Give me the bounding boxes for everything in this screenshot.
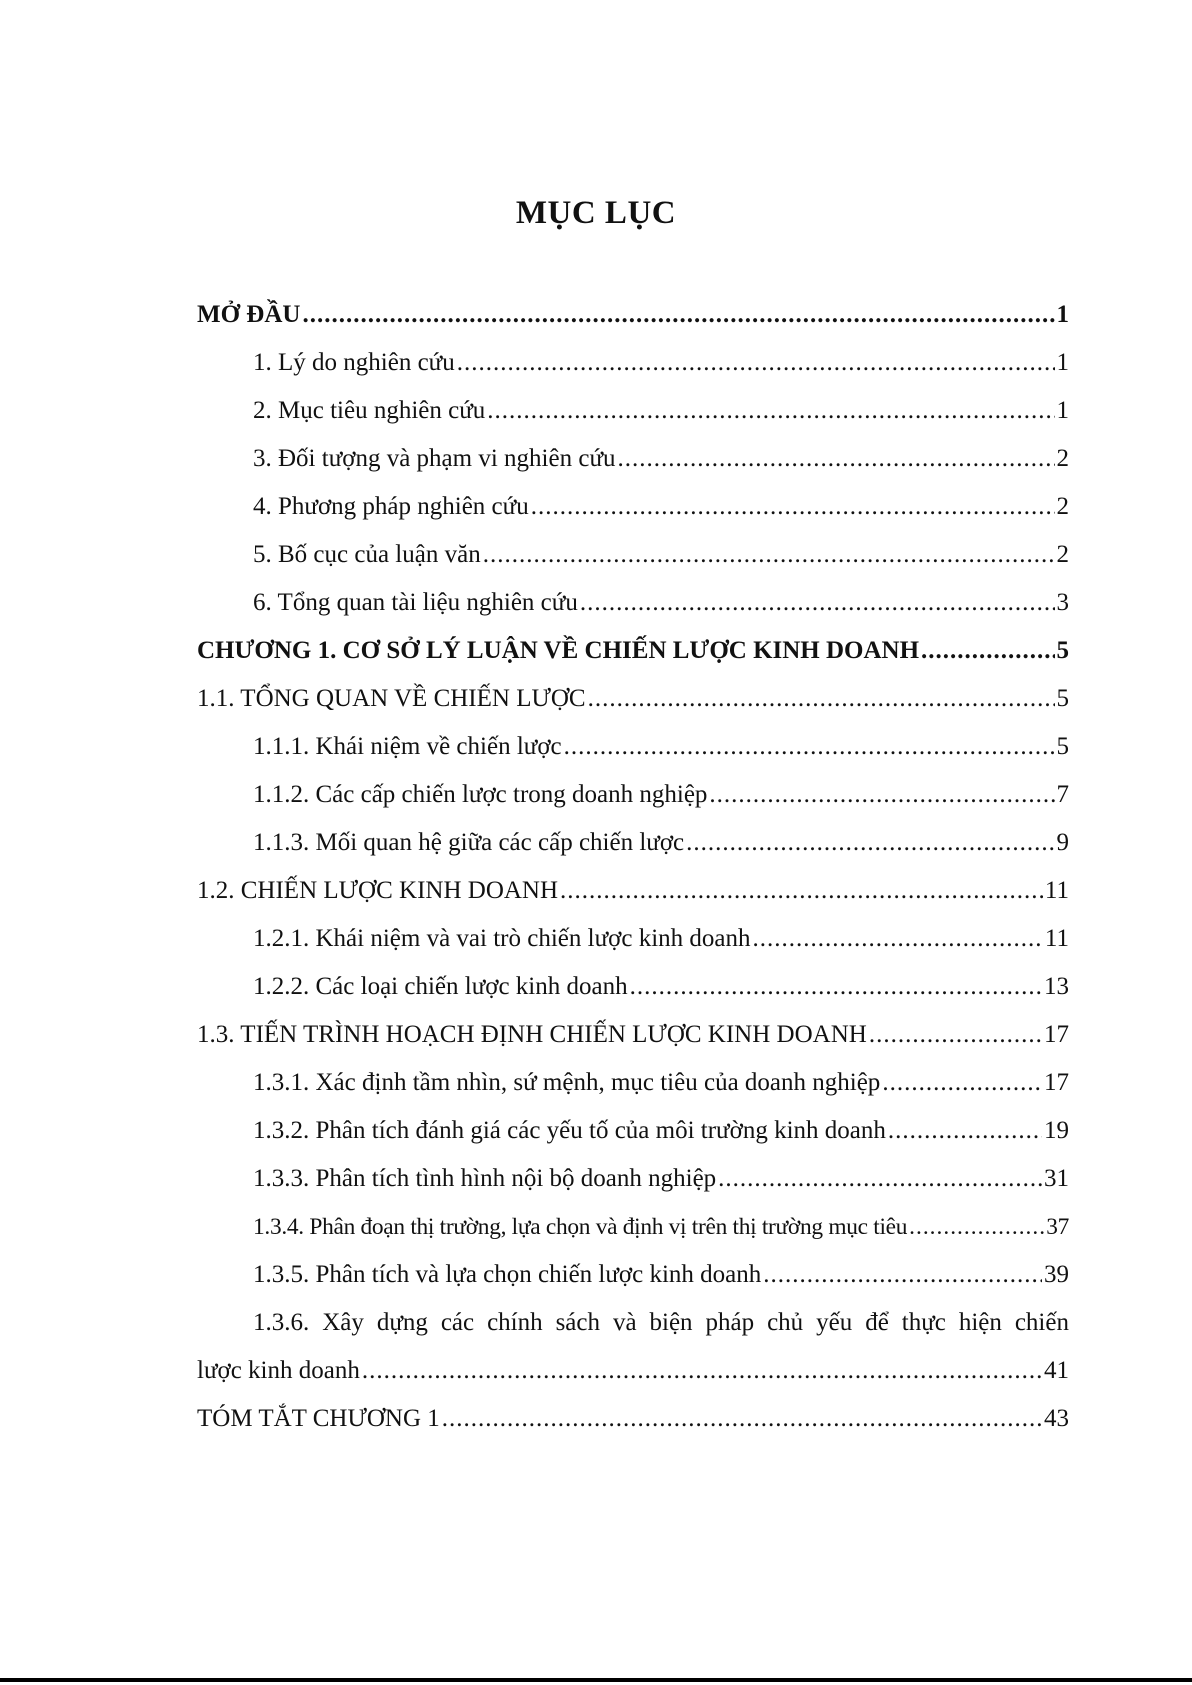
table-of-contents <box>197 295 1069 1447</box>
toc-entry-title: 2. Mục tiêu nghiên cứu <box>253 397 486 424</box>
toc-entry[interactable] <box>197 535 1069 583</box>
toc-entry-chapter[interactable] <box>197 631 1069 679</box>
toc-page-number: 19 <box>1044 1117 1069 1144</box>
toc-entry-title: 1.2.2. Các loại chiến lược kinh doanh <box>253 973 628 1000</box>
dot-leader <box>588 679 1055 719</box>
dot-leader <box>909 1207 1044 1247</box>
dot-leader <box>580 583 1055 623</box>
toc-entry[interactable] <box>197 775 1069 823</box>
toc-entry[interactable] <box>197 967 1069 1015</box>
toc-entry-title: 1.3.1. Xác định tầm nhìn, sứ mệnh, mục tiêu của doanh nghiệp <box>253 1069 881 1096</box>
dot-leader <box>618 439 1055 479</box>
toc-entry-word: pháp <box>705 1309 755 1336</box>
toc-entry-wrapped-continuation[interactable] <box>197 1351 1069 1399</box>
toc-entry[interactable] <box>197 1063 1069 1111</box>
toc-entry-title: 4. Phương pháp nghiên cứu <box>253 493 529 520</box>
toc-entry-word: hiện <box>958 1309 1002 1336</box>
toc-entry[interactable] <box>197 1111 1069 1159</box>
toc-page-number: 13 <box>1044 973 1069 1000</box>
toc-entry-word: 1.3.6. <box>253 1309 310 1336</box>
toc-entry[interactable] <box>197 487 1069 535</box>
toc-entry-title: 1. Lý do nghiên cứu <box>253 349 455 376</box>
page-title: MỤC LỤC <box>515 195 677 231</box>
toc-entry-word: chủ <box>767 1309 804 1336</box>
toc-entry[interactable] <box>197 823 1069 871</box>
dot-leader <box>882 1063 1042 1103</box>
toc-page-number: 11 <box>1044 877 1069 904</box>
dot-leader <box>442 1399 1042 1439</box>
toc-entry[interactable] <box>197 391 1069 439</box>
toc-page-number: 7 <box>1056 781 1069 808</box>
toc-entry-title: 1.2. CHIẾN LƯỢC KINH DOANH <box>197 877 559 904</box>
dot-leader <box>753 919 1043 959</box>
toc-entry-title: 1.1.3. Mối quan hệ giữa các cấp chiến lược <box>253 829 685 856</box>
toc-page-number: 2 <box>1056 541 1069 568</box>
dot-leader <box>763 1255 1042 1295</box>
toc-entry-title: 1.3. TIẾN TRÌNH HOẠCH ĐỊNH CHIẾN LƯỢC KINH DOANH <box>197 1021 867 1048</box>
toc-entry-word: dựng <box>376 1309 428 1336</box>
toc-entry-title: 1.1. TỔNG QUAN VỀ CHIẾN LƯỢC <box>197 685 586 712</box>
toc-entry-title: lược kinh doanh <box>197 1357 360 1384</box>
toc-page-number: 9 <box>1056 829 1069 856</box>
toc-entry[interactable] <box>197 343 1069 391</box>
toc-entry-section[interactable] <box>197 1015 1069 1063</box>
toc-page-number: 17 <box>1044 1021 1069 1048</box>
toc-entry-word: các <box>440 1309 475 1336</box>
dot-leader <box>921 631 1054 671</box>
toc-entry-section[interactable] <box>197 871 1069 919</box>
toc-entry-wrapped-first-line[interactable] <box>197 1303 1069 1351</box>
toc-entry-title: TÓM TẮT CHƯƠNG 1 <box>197 1405 440 1432</box>
toc-entry-title: MỞ ĐẦU <box>197 301 301 328</box>
toc-entry-word: chính <box>487 1309 543 1336</box>
dot-leader <box>709 775 1054 815</box>
toc-entry[interactable] <box>197 919 1069 967</box>
dot-leader <box>483 535 1055 575</box>
toc-entry[interactable] <box>197 439 1069 487</box>
toc-page-number: 39 <box>1044 1261 1069 1288</box>
dot-leader <box>718 1159 1042 1199</box>
toc-page-number: 2 <box>1056 493 1069 520</box>
toc-entry-word: sách <box>555 1309 600 1336</box>
dot-leader <box>362 1351 1042 1391</box>
toc-entry-word: để <box>865 1309 889 1336</box>
dot-leader <box>487 391 1054 431</box>
toc-entry-word: yếu <box>816 1309 853 1336</box>
toc-page-number: 5 <box>1056 685 1069 712</box>
toc-entry-title: 1.3.4. Phân đoạn thị trường, lựa chọn và định vị trên thị trường mục tiêu <box>253 1214 908 1240</box>
toc-entry-mo-dau[interactable] <box>197 295 1069 343</box>
toc-entry-word: thực <box>901 1309 946 1336</box>
toc-entry-title: 1.3.3. Phân tích tình hình nội bộ doanh nghiệp <box>253 1165 717 1192</box>
toc-page-number: 43 <box>1044 1405 1069 1432</box>
toc-entry-title: 1.3.5. Phân tích và lựa chọn chiến lược kinh doanh <box>253 1261 762 1288</box>
toc-page-number: 31 <box>1044 1165 1069 1192</box>
toc-entry[interactable] <box>197 1255 1069 1303</box>
toc-entry[interactable] <box>197 1207 1069 1255</box>
dot-leader <box>888 1111 1042 1151</box>
dot-leader <box>302 295 1054 335</box>
toc-entry-title: 1.3.2. Phân tích đánh giá các yếu tố của môi trường kinh doanh <box>253 1117 886 1144</box>
toc-entry-title: 5. Bố cục của luận văn <box>253 541 481 568</box>
toc-page-number: 1 <box>1056 397 1069 424</box>
dot-leader <box>531 487 1055 527</box>
toc-entry-word: chiến <box>1014 1309 1069 1336</box>
toc-entry[interactable] <box>197 727 1069 775</box>
toc-entry[interactable] <box>197 1159 1069 1207</box>
toc-page-number: 1 <box>1056 301 1069 328</box>
dot-leader <box>564 727 1055 767</box>
page-bottom-border <box>0 1678 1192 1682</box>
toc-page-number: 1 <box>1056 349 1069 376</box>
toc-page-number: 3 <box>1056 589 1069 616</box>
dot-leader <box>869 1015 1042 1055</box>
dot-leader <box>560 871 1043 911</box>
toc-entry-title: 3. Đối tượng và phạm vi nghiên cứu <box>253 445 616 472</box>
toc-page-number: 17 <box>1044 1069 1069 1096</box>
toc-entry-section[interactable] <box>197 679 1069 727</box>
dot-leader <box>630 967 1042 1007</box>
dot-leader <box>686 823 1054 863</box>
toc-entry[interactable] <box>197 583 1069 631</box>
toc-page-number: 5 <box>1056 637 1069 664</box>
toc-page-number: 5 <box>1056 733 1069 760</box>
toc-entry-title: CHƯƠNG 1. CƠ SỞ LÝ LUẬN VỀ CHIẾN LƯỢC KINH DOANH <box>197 637 920 664</box>
dot-leader <box>457 343 1055 383</box>
toc-page-number: 2 <box>1056 445 1069 472</box>
toc-entry-word: và <box>612 1309 637 1336</box>
toc-page-number: 11 <box>1044 925 1069 952</box>
toc-entry-title: 1.1.1. Khái niệm về chiến lược <box>253 733 562 760</box>
toc-page-number: 41 <box>1044 1357 1069 1384</box>
toc-entry-title: 1.1.2. Các cấp chiến lược trong doanh nghiệp <box>253 781 708 808</box>
toc-entry-title: 1.2.1. Khái niệm và vai trò chiến lược kinh doanh <box>253 925 751 952</box>
toc-entry-word: biện <box>649 1309 693 1336</box>
toc-entry-title: 6. Tổng quan tài liệu nghiên cứu <box>253 589 578 616</box>
toc-entry-summary[interactable] <box>197 1399 1069 1447</box>
toc-page-number: 37 <box>1046 1214 1069 1240</box>
toc-entry-word: Xây <box>322 1309 364 1336</box>
